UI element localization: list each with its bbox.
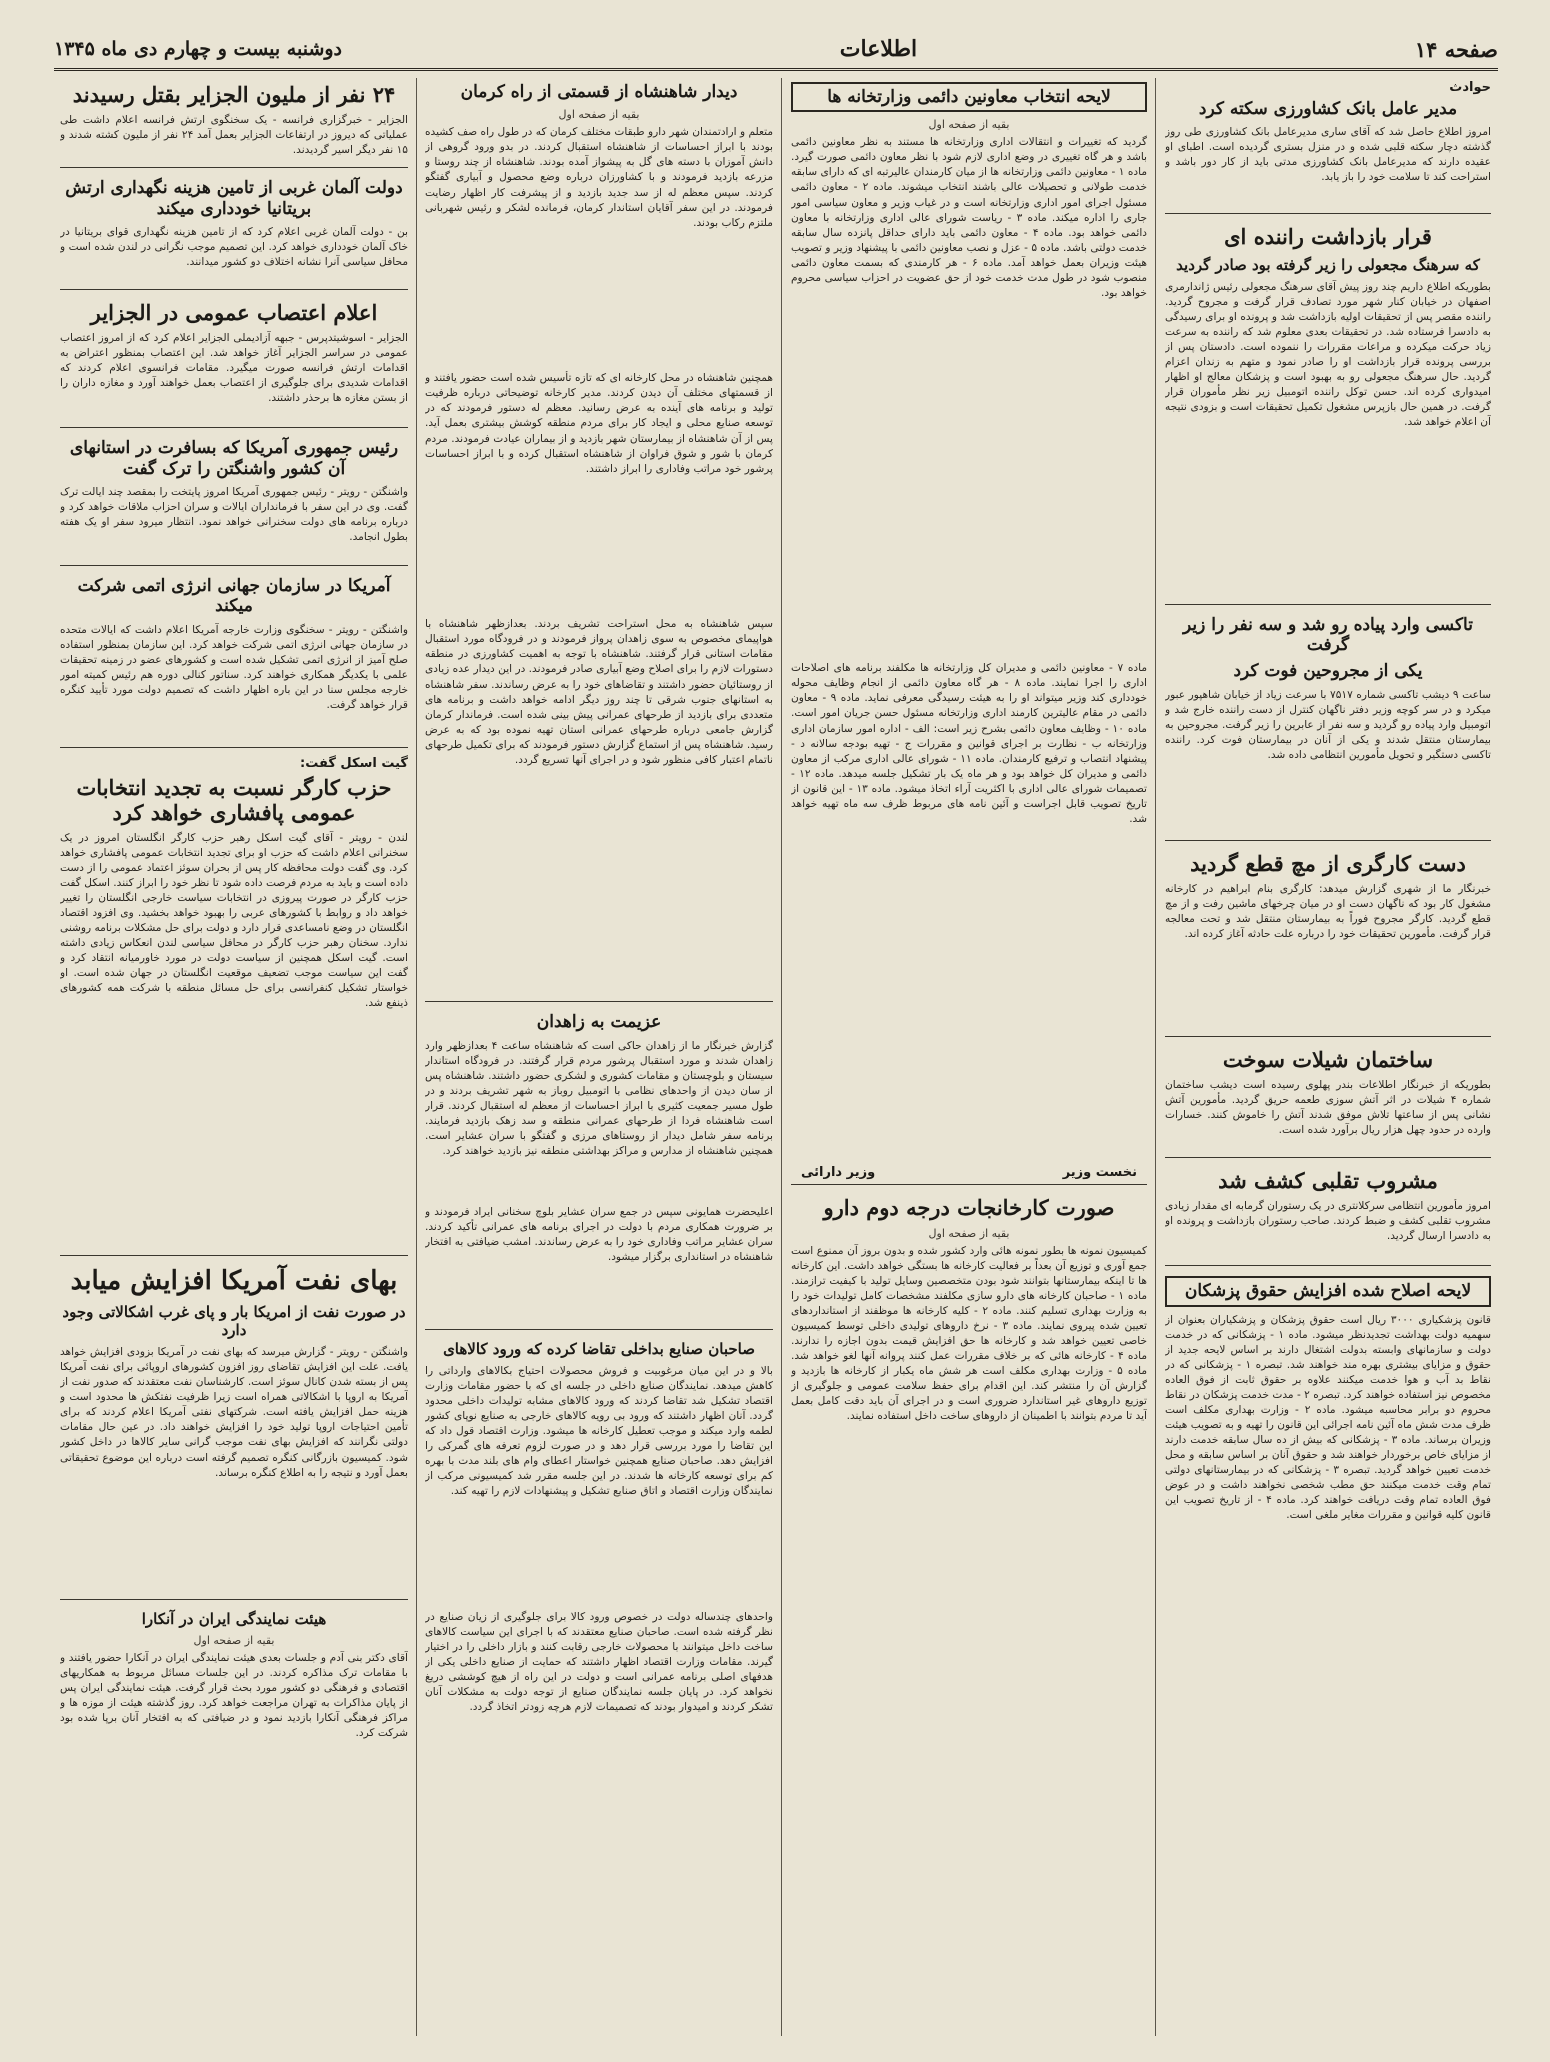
article-body: قانون پزشکیاری ۳۰۰۰ ریال است حقوق پزشکان و پزشکیاران بعنوان از سهمیه دولت بهداشت تجدیدنظر میشود. ماده ۱ - پزشکانی که در خدمت دولت و سازمانهای وابسته بدولت اشتغال دارند بر اساس لایحه جدید از حقوق و مزایای بیشتری بهره مند خواهند شد. تبصره ۱ - پزشکانی که در نقاط بد آب و هوا خدمت میکنند علاوه بر حقوق ثابت از فوق العاده مخصوص نیز استفاده خواهند کرد. تبصره ۲ - مدت خدمت پزشکان در نقاط محروم دو برابر محاسبه میشود. ماده ۲ - وزارت بهداری مکلف است ظرف مدت شش ماه آئین نامه اجرائی این قانون را تهیه و به تصویب هیئت وزیران برساند. ماده ۳ - پزشکانی که بیش از ده سال سابقه خدمت دارند از مزایای خاص برخوردار خواهند شد و حقوق آنان بر اساس سابقه و محل خدمت تعیین خواهد گردید. تبصره ۳ - پزشکانی که در بیمارستانهای دولتی تمام وقت خدمت میکنند حق مطب شخصی نخواهند داشت و در عوض فوق العاده تمام وقت دریافت خواهند کرد. ماده ۴ - از تاریخ تصویب این قانون کلیه قوانین و مقررات مغایر ملغی است.	[1165, 1313, 1491, 1522]
article-body: بالا و در این میان مرغوبیت و فروش محصولات احتیاج بکالاهای وارداتی را کاهش میدهد. نمایندگان صنایع داخلی در جلسه ای که با حضور مقامات وزارت اقتصاد تشکیل شد تقاضا کردند که ورود کالاهای مشابه تولیدات داخلی محدود گردد. آنان اظهار داشتند که ورود بی رویه کالاهای خارجی به صنایع نوپای کشور لطمه وارد میکند و موجب تعطیل کارخانه ها میشود. وزارت اقتصاد قول داد که این تقاضا را مورد بررسی قرار دهد و در صورت لزوم تعرفه های گمرکی را افزایش دهد. صاحبان صنایع همچنین خواستار اعطای وام های بلند مدت با بهره کم برای توسعه کارخانه ها شدند. در این جلسه مقرر شد کمیسیونی مرکب از نمایندگان وزارت اقتصاد و اتاق صنایع تشکیل و پیشنهادات لازم را تهیه کند.	[425, 1364, 773, 1498]
article-us-president	[60, 434, 408, 566]
headline: دولت آلمان غربی از تامین هزینه نگهداری ارتش بریتانیا خودداری میکند	[65, 178, 403, 219]
article-body: الجزایر - اسوشیتدپرس - جبهه آزادیملی الجزایر اعلام کرد که از امروز اعتصاب عمومی در سراسر الجزایر آغاز خواهد شد. این اعتصاب بمنظور اعتراض به اقدامات ارتش فرانسه صورت میگیرد. مقامات فرانسوی اعلام کردند که اقدامات شدیدی برای جلوگیری از اعتصاب بعمل خواهند آورد و مغازه داران را از بستن مغازه ها برحذر داشتند.	[60, 332, 408, 405]
headline: دست کارگری از مچ قطع گردید	[1190, 850, 1466, 876]
article-body: آقای دکتر بنی آدم و جلسات بعدی هیئت نمایندگی ایران در آنکارا حضور یافتند و با مقامات ترک مذاکره کردند. در این جلسات مسائل مربوط به همکاریهای اقتصادی و فرهنگی دو کشور مورد بحث قرار گرفت. هیئت نمایندگی ایران پس از پایان مذاکرات به تهران مراجعت خواهد کرد. روز گذشته هیئت از موزه ها و مراکز فرهنگی آنکارا بازدید نمود و در ضیافتی که به افتخار آنان برپا شده بود شرکت کرد.	[60, 1652, 408, 1740]
column-1	[1159, 78, 1497, 2036]
article-algeria-killed	[60, 78, 408, 168]
kicker: گیت اسکل گفت:	[300, 755, 408, 771]
headline: صاحبان صنایع بداخلی تقاضا کرده که ورود کالاهای	[443, 1339, 755, 1358]
article-body: واشنگتن - رویتر - رئیس جمهوری آمریکا امروز پایتخت را بمقصد چند ایالت ترک گفت. وی در این سفر با فرمانداران ایالات و سران احزاب ملاقات خواهد کرد و درباره برنامه های دولت سخنرانی خواهد نمود. انتظار میرود سفر او یک هفته بطول انجامد.	[60, 485, 408, 544]
article-body: سپس شاهنشاه به محل استراحت تشریف بردند. بعدازظهر شاهنشاه با هواپیمای مخصوص به سوی زاهدان پرواز فرمودند و در فرودگاه مورد استقبال مقامات استانی قرار گرفتند. شاهنشاه با توجه به اهمیت کشاورزی در منطقه دستورات لازم را برای اصلاح وضع آبیاری صادر فرمودند. در این دیدار عده زیادی از روستائیان حضور داشتند و تقاضاهای خود را به عرض رساندند. سفر شاهنشاه به استانهای جنوب شرقی تا چند روز دیگر ادامه خواهد داشت و برنامه های متعددی برای بازدید از طرحهای عمرانی پیش بینی شده است. فرماندار کرمان گزارش جامعی درباره طرحهای عمرانی استان تهیه نموده بود که به عرض رسید. شاهنشاه پس از استماع گزارش دستور فرمودند که برای تکمیل طرحهای ناتمام اعتبار کافی منظور شود و در اجرای آنها تسریع گردد.	[425, 618, 773, 766]
article-body: لندن - رویتر - آقای گیت اسکل رهبر حزب کارگر انگلستان امروز در یک سخنرانی اعلام داشت که حزب او برای تجدید انتخابات عمومی پافشاری خواهد کرد. وی گفت دولت محافظه کار پس از بحران سوئز اعتماد عمومی را از دست داده است و باید به مردم فرصت داده شود تا نظر خود را ابراز کنند. اسکل گفت حزب کارگر در صورت پیروزی در انتخابات سیاست خارجی انگلستان را تغییر خواهد داد و روابط با کشورهای عربی را بهبود خواهد بخشید. وی افزود اقتصاد انگلستان در وضع نامساعدی قرار دارد و دولت برای حل مشکلات برنامه روشنی ندارد. سخنان رهبر حزب کارگر در محافل سیاسی لندن انعکاس زیادی داشته است. گیت اسکل همچنین از سیاست دولت در مورد خاورمیانه انتقاد کرد و گفت این سیاست موجب تضعیف موقعیت انگلستان در جهان شده است. او خواستار تشکیل کنفرانسی برای حل مسائل منطقه با شرکت همه کشورهای ذینفع شد.	[60, 832, 408, 1010]
article-fake-liquor	[1165, 1164, 1491, 1266]
signature-pm: نخست وزیر	[1062, 1165, 1137, 1181]
column-4	[54, 78, 414, 2036]
article-body: امروز اطلاع حاصل شد که آقای ساری مدیرعامل بانک کشاورزی طی روز گذشته دچار سکته قلبی شده و در منزل بستری گردیده است. اطبای او عقیده دارند که مدیرعامل بانک کشاورزی مدتی باید از کار دور باشد و استراحت کند تا سلامت خود را باز یابد.	[1165, 126, 1491, 184]
article-fishery-fire	[1165, 1043, 1491, 1158]
article-body: بطوریکه اطلاع داریم چند روز پیش آقای سرهنگ مجعولی رئیس ژاندارمری اصفهان در خیابان کنار شهر مورد تصادف قرار گرفت و مجروح گردید. راننده مقصر پس از تحقیقات اولیه بازداشت شد و پرونده او برای رسیدگی به دادسرا فرستاده شد. در تحقیقات بعدی معلوم شد که راننده به سرعت زیاد حرکت میکرده و مراعات مقررات را ننموده است. دادستان پس از بررسی پرونده قرار بازداشت او را صادر نمود و متهم به زندان اعزام گردید. حال سرهنگ مجعولی رو به بهبود است و پزشکان معالج او اظهار امیدواری کرده اند. حسن توکل راننده اتومبیل زیر نظر مأموران قرار گرفت. در همین حال بازپرس مشغول تکمیل تحقیقات است و بزودی نتیجه آن اعلام خواهد شد.	[1165, 280, 1491, 428]
headline: ۲۴ نفر از ملیون الجزایر بقتل رسیدند	[72, 82, 396, 107]
article-body: متعلم و ارادتمندان شهر دارو طبقات مختلف کرمان که در طول راه صف کشیده بودند با ابراز احساسات از شاهنشاه استقبال کردند. در بدو ورود گروهی از دانش آموزان با دسته های گل به پیشواز آمده بودند. شاهنشاه از چند روستا و مزرعه بازدید فرمودند و با کشاورزان درباره وضع محصول و آبیاری گفتگو کردند. سپس معظم له از سد جدید بازدید و از پیشرفت کار اظهار رضایت فرمودند. در این سفر آقایان استاندار کرمان، فرمانده لشکر و رئیس شهربانی ملتزم رکاب بودند.	[425, 126, 773, 229]
headline: لایحه انتخاب معاونین دائمی وزارتخانه ها	[791, 82, 1147, 112]
headline: قرار بازداشت راننده ای	[1224, 224, 1432, 250]
signatures	[791, 1161, 1147, 1180]
masthead	[54, 30, 1498, 71]
article-body: گزارش خبرنگار ما از زاهدان حاکی است که شاهنشاه ساعت ۴ بعدازظهر وارد زاهدان شدند و مورد استقبال پرشور مردم قرار گرفتند. در فرودگاه استاندار سیستان و بلوچستان و مقامات کشوری و لشکری حضور داشتند. شاهنشاه پس از سان دیدن از واحدهای نظامی با اتومبیل روباز به شهر تشریف بردند و در طول مسیر جمعیت کثیری با ابراز احساسات از معظم له استقبال کردند. قرار است شاهنشاه فردا از طرحهای عمرانی منطقه و سد زهک بازدید فرمایند. برنامه سفر شامل دیدار از روستاهای مرزی و گفتگو با سران عشایر است. همچنین شاهنشاه از مدارس و مراکز بهداشتی منطقه نیز بازدید خواهند کرد.	[425, 1039, 773, 1157]
article-shah-kerman	[425, 78, 773, 1002]
subheadline: در صورت نفت از امریکا بار و پای غرب اشکالاتی وجود دارد	[62, 1303, 406, 1340]
article-zahedan	[425, 1008, 773, 1329]
article-body: خبرنگار ما از شهری گزارش میدهد: کارگری بنام ابراهیم در کارخانه مشغول کار بود که ناگهان دست او در میان چرخهای ماشین رفت و از مچ قطع گردید. کارگر مجروح فوراً به بیمارستان منتقل شد و تحت معالجه قرار گرفت. مأمورین تحقیقات خود را درباره علت حادثه آغاز کرده اند.	[1165, 882, 1491, 941]
headline: عزیمت به زاهدان	[536, 1012, 662, 1033]
subheadline: یکی از مجروحین فوت کرد	[1233, 661, 1423, 682]
article-driver-arrest	[1165, 220, 1491, 604]
article-body: ساعت ۹ دیشب تاکسی شماره ۷۵۱۷ با سرعت زیاد از خیابان شاهپور عبور میکرد و در سر کوچه وزیر دفتر ناگهان کنترل از دست راننده خارج شد و اتومبیل وارد پیاده رو گردید و سه نفر از عابرین را زیر گرفت. مجروحین به بیمارستان منتقل شدند و یکی از آنان در بیمارستان فوت کرد. راننده تاکسی دستگیر و تحویل مأمورین انتظامی داده شد.	[1165, 688, 1491, 761]
headline: حزب کارگر نسبت به تجدید انتخابات عمومی پافشاری خواهد کرد	[76, 774, 392, 825]
headline: ساختمان شیلات سوخت	[1222, 1046, 1434, 1072]
headline: آمریکا در سازمان جهانی انرژی اتمی شرکت میکند	[77, 575, 391, 617]
article-body: کمیسیون نمونه ها بطور نمونه هائی وارد کشور شده و بدون بروز آن ممنوع است جمع آوری و توزیع آن بعداً بر فعالیت کارخانه ها بستگی خواهد داشت. این کارخانه ها تا اینکه بیمارستانها بتوانند شود بودن متخصصین وسایل تولید با کیفیت ترازمند. ماده ۱ - صاحبان کارخانه های دارو سازی مکلفند مشخصات کامل تولیدات خود را به وزارت بهداری تسلیم کنند. ماده ۲ - کلیه کارخانه ها موظفند از استانداردهای تعیین شده پیروی نمایند. ماده ۳ - نرخ داروهای تولیدی داخلی توسط کمیسیون خاصی تعیین خواهد شد و کارخانه ها حق افزایش قیمت بدون اجازه را ندارند. ماده ۴ - کارخانه هائی که بر خلاف مقررات عمل کنند پروانه آنها لغو خواهد شد. ماده ۵ - وزارت بهداری مکلف است هر شش ماه یکبار از کارخانه ها بازدید و گزارش آن را منتشر کند. این اقدام برای حفظ سلامت عمومی و جلوگیری از توزیع داروهای غیر استاندارد ضروری است و در اجرای آن باید دقت کامل بعمل آید تا مردم بتوانند با اطمینان از داروهای ساخت داخل استفاده نمایند.	[791, 1244, 1147, 1422]
continued-note: بقیه از صفحه اول	[928, 1226, 1010, 1240]
column-3	[419, 78, 779, 2036]
headline: صورت کارخانجات درجه دوم دارو	[823, 1195, 1115, 1221]
continued-note: بقیه از صفحه اول	[928, 118, 1010, 132]
article-body: همچنین شاهنشاه در محل کارخانه ای که تازه تأسیس شده است حضور یافتند و از قسمتهای مختلف آن دیدن کردند. مدیر کارخانه توضیحاتی درباره ظرفیت تولید و برنامه های آینده به عرض رسانید. معظم له دستور فرمودند که در توسعه صنایع محلی و ایجاد کار برای مردم منطقه کوشش بیشتری بعمل آید. پس از آن شاهنشاه از بیمارستان شهر بازدید و از بیماران عیادت فرمودند. مردم کرمان با شور و شوق فراوان از شاهنشاه استقبال کرده و با ابراز احساسات پرشور خود مراتب وفاداری را ابراز داشتند.	[425, 372, 773, 475]
article-body: امروز مأمورین انتظامی سرکلانتری در یک رستوران گرمابه ای مقدار زیادی مشروب تقلبی کشف و ضبط کردند. صاحب رستوران بازداشت و پرونده او به دادسرا ارسال گردید.	[1165, 1200, 1491, 1243]
headline: دیدار شاهنشاه از قسمتی از راه کرمان	[460, 82, 738, 102]
article-worker-hand	[1165, 847, 1491, 1037]
headline: لایحه اصلاح شده افزایش حقوق پزشکان	[1165, 1276, 1491, 1306]
article-body: بن - دولت آلمان غربی اعلام کرد که از تامین هزینه نگهداری قوای بریتانیا در خاک آلمان خودداری خواهد کرد. این تصمیم موجب نگرانی در لندن شده است و محافل سیاسی آنرا نشانه اختلاف دو کشور میدانند.	[60, 225, 408, 269]
article-labour-party	[60, 754, 408, 1256]
article-industry-imports	[425, 1336, 773, 1864]
headline: اعلام اعتصاب عمومی در الجزایر	[90, 299, 378, 325]
article-bank-director	[1165, 78, 1491, 214]
headline: هیئت نمایندگی ایران در آنکارا	[141, 1610, 327, 1629]
column-rule	[416, 78, 417, 2036]
continued-note: بقیه از صفحه اول	[193, 1634, 275, 1648]
article-oil-price	[60, 1262, 408, 1600]
article-body: واشنگتن - رویتر - گزارش میرسد که بهای نفت در آمریکا بزودی افزایش خواهد یافت. علت این افزایش تقاضای روز افزون کشورهای اروپائی برای نفت آمریکا پس از بسته شدن کانال سوئز است. کارشناسان نفت معتقدند که صدور نفت از آمریکا به اروپا با اشکالاتی همراه است زیرا ظرفیت نفتکش ها محدود است و هزینه حمل افزایش یافته است. شرکتهای نفتی آمریکا اعلام کردند که برای تأمین احتیاجات اروپا تولید خود را افزایش خواهند داد. در عین حال مقامات دولتی نگرانند که افزایش بهای نفت موجب گرانی سایر کالاها در داخل کشور شود. کمیسیون بازرگانی کنگره تصمیم گرفته است درباره این موضوع تحقیقاتی بعمل آورد و نتیجه را به اطلاع کنگره برساند.	[60, 1346, 408, 1479]
headline: بهای نفت آمریکا افزایش میابد	[70, 1266, 398, 1297]
article-body: ماده ۷ - معاونین دائمی و مدیران کل وزارتخانه ها مکلفند برنامه های اصلاحات اداری را اجرا نمایند. ماده ۸ - هر گاه معاون دائمی از انجام وظایف محوله خودداری کند وزیر میتواند او را به هیئت رسیدگی معرفی نماید. ماده ۹ - معاون دائمی در مقام عالیترین کارمند اداری وزارتخانه مسئول حسن جریان امور است. ماده ۱۰ - وظایف معاون دائمی بشرح زیر است: الف - اداره امور سازمان اداری وزارتخانه ب - نظارت بر اجرای قوانین و مقررات ج - تهیه بودجه سالانه د - پیشنهاد انتصاب و ترفیع کارمندان. ماده ۱۱ - شورای عالی اداری مرکب از معاون دائمی و مدیران کل خواهد بود و هر ماه یک بار تشکیل جلسه میدهد. ماده ۱۲ - تصمیمات شورای عالی اداری با اکثریت آراء اتخاذ میشود. ماده ۱۳ - این قانون از تاریخ تصویب قابل اجراست و آئین نامه های مربوط ظرف سه ماه تهیه خواهد شد.	[791, 662, 1147, 825]
headline: رئیس جمهوری آمریکا که بسافرت در استانهای آن کشور واشنگتن را ترک گفت	[69, 438, 399, 479]
article-algeria-strike	[60, 296, 408, 428]
article-taxi	[1165, 611, 1491, 841]
subheadline: که سرهنگ مجعولی را زیر گرفته بود صادر گردید	[1176, 255, 1480, 274]
article-body: واحدهای چندساله دولت در خصوص ورود کالا برای جلوگیری از زیان صنایع در نظر گرفته شده است. صاحبان صنایع معتقدند که با اجرای این سیاست کالاهای ساخت داخل میتوانند با محصولات خارجی رقابت کنند و بازار داخلی را در اختیار گیرند. مقامات وزارت اقتصاد اظهار داشتند که حمایت از صنایع داخلی یکی از هدفهای اصلی برنامه عمرانی است و دولت در این راه از هیچ کوششی دریغ نخواهد کرد. در پایان جلسه نمایندگان صنایع از توجه دولت به مشکلات آنان تشکر کردند و امیدوار بودند که تصمیمات لازم هرچه زودتر اتخاذ گردد.	[425, 1610, 773, 1713]
continued-note: بقیه از صفحه اول	[558, 108, 640, 122]
article-body: واشنگتن - رویتر - سخنگوی وزارت خارجه آمریکا اعلام داشت که ایالات متحده در سازمان جهانی انرژی اتمی شرکت خواهد کرد. این سازمان بمنظور استفاده صلح آمیز از انرژی اتمی تشکیل شده است و کشورهای عضو در زمینه تحقیقات علمی با یکدیگر همکاری خواهند کرد. سناتور کنالی دوره هم رئیس کمیته امور خارجه مجلس سنا در این باره اظهار داشت که تصمیم دولت مورد تأیید کنگره قرار خواهد گرفت.	[60, 623, 408, 711]
article-pharma-factories	[791, 1191, 1147, 1767]
column-rule	[781, 78, 782, 2036]
headline: مشروب تقلبی کشف شد	[1218, 1168, 1438, 1194]
column-2	[785, 78, 1153, 2036]
section-label: حوادث	[1449, 80, 1491, 95]
article-permanent-deputies	[791, 78, 1147, 1185]
page-number: صفحه ۱۴	[1414, 36, 1498, 62]
article-atomic-agency	[60, 572, 408, 748]
article-body: اعلیحضرت همایونی سپس در جمع سران عشایر بلوچ سخنانی ایراد فرمودند و بر ضرورت همکاری مردم با دولت در اجرای برنامه های عمرانی تأکید کردند. سران عشایر مراتب وفاداری خود را به عرض رساندند. امشب ضیافتی به افتخار شاهنشاه در استانداری برگزار میشود.	[425, 1205, 773, 1263]
article-body: بطوریکه از خبرنگار اطلاعات بندر پهلوی رسیده است دیشب ساختمان شماره ۴ شیلات در اثر آتش سوزی طعمه حریق گردید. مأمورین آتش نشانی پس از ساعتها تلاش موفق شدند آتش را خاموش کنند. خسارات وارده در حدود چهل هزار ریال برآورد شده است.	[1165, 1079, 1491, 1137]
article-body: گردید که تغییرات و انتقالات اداری وزارتخانه ها مستند به نظر معاونین دائمی باشد و هر گاه تغییری در وضع اداری لازم شود با نظر معاون دائمی صورت گیرد. ماده ۱ - معاونین دائمی وزارتخانه ها از میان کارمندان عالیرتبه ای که دارای سابقه خدمت طولانی و تحصیلات عالی باشند انتخاب میشوند. ماده ۲ - معاون دائمی مسئول اجرای امور اداری وزارتخانه است و در غیاب وزیر و معاون سیاسی امور جاری را اداره میکند. ماده ۳ - ریاست شورای عالی اداری وزارتخانه با معاون دائمی خواهد بود. ماده ۴ - معاون دائمی باید دارای حداقل پانزده سال سابقه خدمت دولتی باشد. ماده ۵ - عزل و نصب معاونین دائمی با پیشنهاد وزیر و تصویب هیئت وزیران بعمل خواهد آمد. ماده ۶ - هر کارمندی که بسمت معاون دائمی منصوب شود در طول مدت خدمت خود از حق عضویت در احزاب سیاسی محروم خواهد بود.	[791, 136, 1147, 299]
signature-finance: وزیر دارائی	[801, 1165, 876, 1181]
article-body: الجزایر - خبرگزاری فرانسه - یک سخنگوی ارتش فرانسه اعلام داشت طی عملیاتی که دیروز در ارتفاعات الجزایر بعمل آمد ۲۴ نفر از ملیون کشته شدند و ۱۵ نفر دیگر اسیر گردیدند.	[60, 114, 408, 157]
paper-name: اطلاعات	[839, 36, 918, 62]
column-rule	[1155, 78, 1156, 2036]
article-doctors-salary	[1165, 1272, 1491, 2016]
headline: تاکسی وارد پیاده رو شد و سه نفر را زیر گرفت	[1183, 614, 1473, 655]
article-west-germany	[60, 174, 408, 290]
article-ankara-delegation	[60, 1606, 408, 1775]
issue-date: دوشنبه بیست و چهارم دی ماه ۱۳۴۵	[54, 38, 343, 60]
headline: مدیر عامل بانک کشاورزی سکته کرد	[1198, 99, 1458, 119]
